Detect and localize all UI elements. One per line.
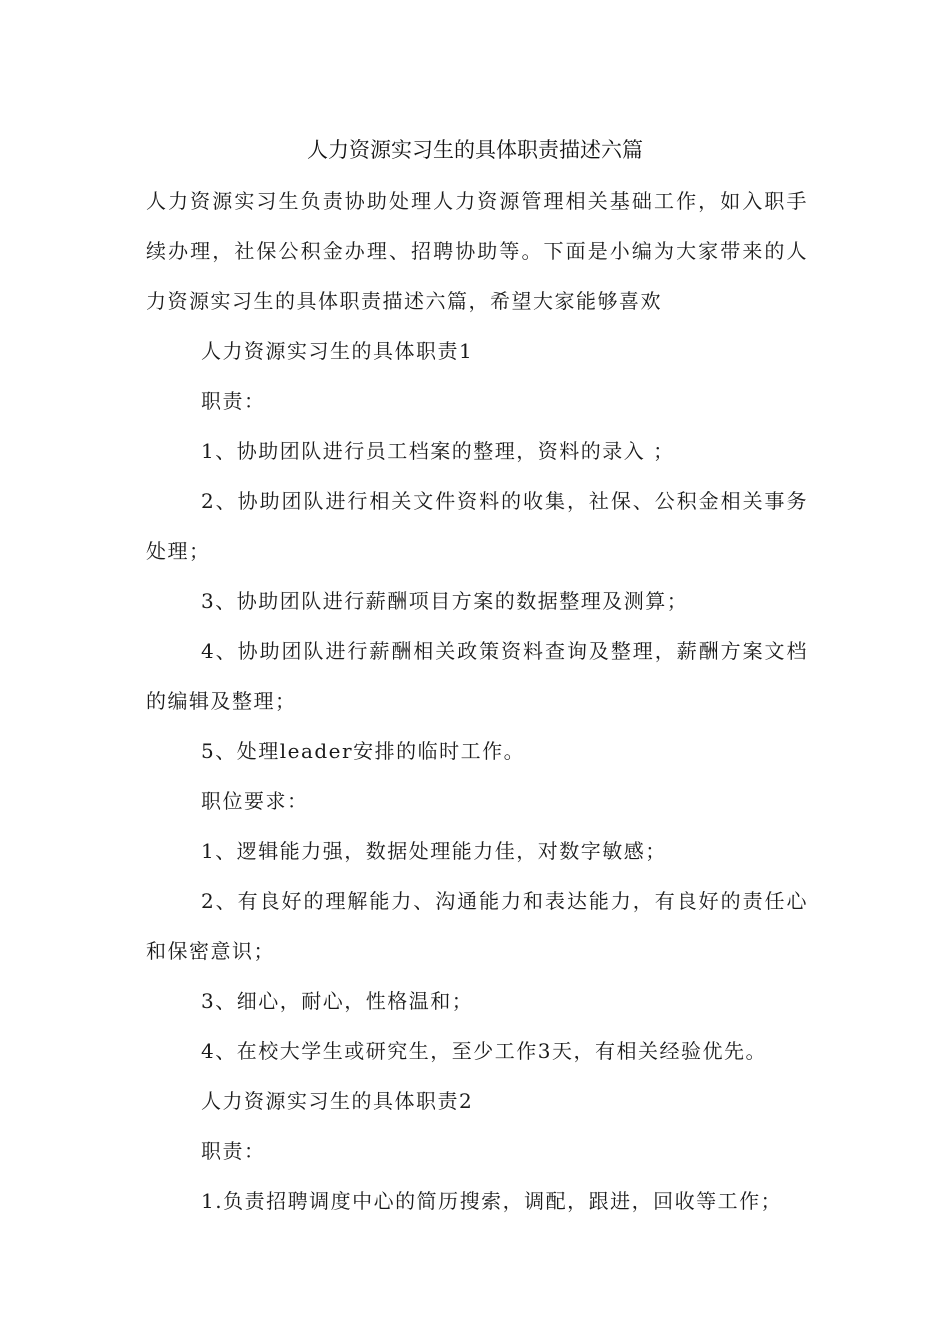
intro-paragraph: 人力资源实习生负责协助处理人力资源管理相关基础工作，如入职手续办理，社保公积金办理、招聘协助等。下面是小编为大家带来的人力资源实习生的具体职责描述六篇，希望大家能够喜欢 (146, 189, 808, 313)
section2-duty-1: 1.负责招聘调度中心的简历搜索，调配，跟进，回收等工作； (201, 1189, 783, 1213)
section1-requirements-label: 职位要求： (201, 789, 309, 813)
section1-requirement-4: 4、在校大学生或研究生，至少工作3天，有相关经验优先。 (201, 1039, 767, 1063)
section1-duty-3: 3、协助团队进行薪酬项目方案的数据整理及测算； (201, 589, 689, 613)
section2-duties-label: 职责： (201, 1139, 266, 1163)
section2-heading: 人力资源实习生的具体职责2 (201, 1089, 474, 1113)
section1-requirement-3: 3、细心，耐心，性格温和； (201, 989, 474, 1013)
section1-duties-label: 职责： (201, 389, 266, 413)
section1-requirement-2: 2、有良好的理解能力、沟通能力和表达能力，有良好的责任心和保密意识； (146, 889, 808, 963)
document-title: 人力资源实习生的具体职责描述六篇 (307, 138, 643, 162)
section1-duty-5: 5、处理leader安排的临时工作。 (201, 739, 526, 763)
section1-requirement-1: 1、逻辑能力强，数据处理能力佳，对数字敏感； (201, 839, 667, 863)
section1-heading: 人力资源实习生的具体职责1 (201, 339, 474, 363)
section1-duty-2: 2、协助团队进行相关文件资料的收集，社保、公积金相关事务处理； (146, 489, 808, 563)
section1-duty-1: 1、协助团队进行员工档案的整理，资料的录入 ； (201, 439, 675, 463)
section1-duty-4: 4、协助团队进行薪酬相关政策资料查询及整理，薪酬方案文档的编辑及整理； (146, 639, 808, 713)
